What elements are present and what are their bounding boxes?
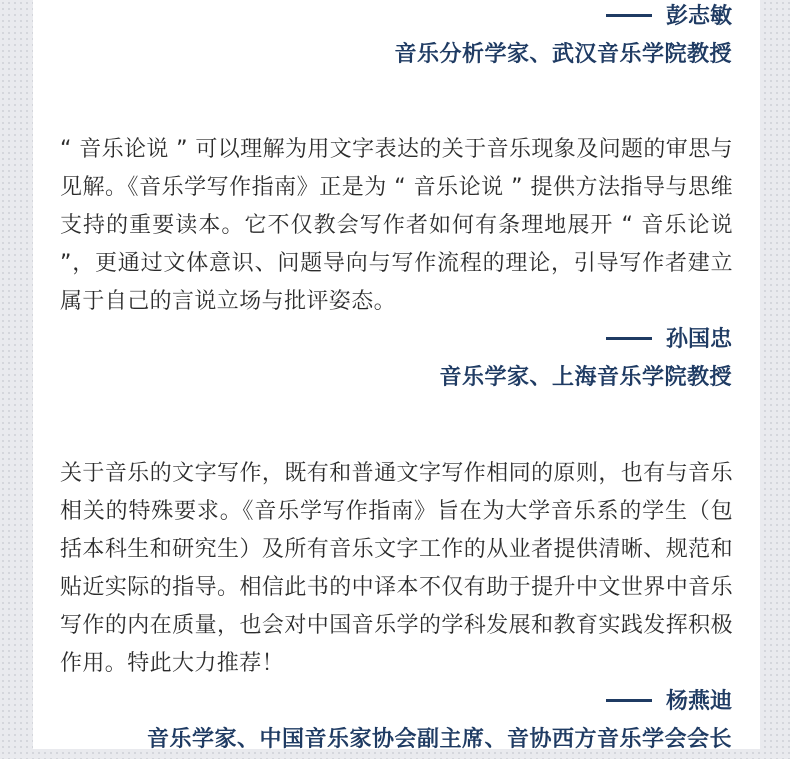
em-dash (606, 337, 652, 340)
attribution-name-yangyandi: 杨燕迪 (606, 683, 732, 721)
endorsement-quote-yangyandi: 关于音乐的文字写作，既有和普通文字写作相同的原则，也有与音乐相关的特殊要求。《音乐学写作指南》旨在为大学音乐系的学生（包括本科生和研究生）及所有音乐文字工作的从业者提供清晰、规范和贴近实际的指导。相信此书的中译本不仅有助于提升中文世界中音乐写作的内在质量，也会对中国音乐学的学科发展和教育实践发挥积极作用。特此大力推荐！ (60, 461, 733, 676)
attribution-name-pengzhimin: 彭志敏 (606, 0, 732, 36)
attribution-title-pengzhimin: 音乐分析学家、武汉音乐学院教授 (394, 42, 732, 67)
attribution-title-yangyandi: 音乐学家、中国音乐家协会副主席、音协西方音乐学会会长 (146, 727, 732, 752)
endorsement-quote-sunguozhong: “ 音乐论说 ” 可以理解为用文字表达的关于音乐现象及问题的审思与见解。《音乐学写作指南》正是为 “ 音乐论说 ” 提供方法指导与思维支持的重要读本。它不仅教会写作者如何有条理地展开 “ 音乐论说 ”，更通过文体意识、问题导向与写作流程的理论，引导写作者建立属于自己的言说立场与批评姿态。 (60, 137, 733, 314)
em-dash (606, 699, 652, 702)
attribution-name-sunguozhong: 孙国忠 (606, 321, 732, 359)
attribution-title-sunguozhong: 音乐学家、上海音乐学院教授 (439, 365, 732, 390)
em-dash (606, 14, 652, 17)
